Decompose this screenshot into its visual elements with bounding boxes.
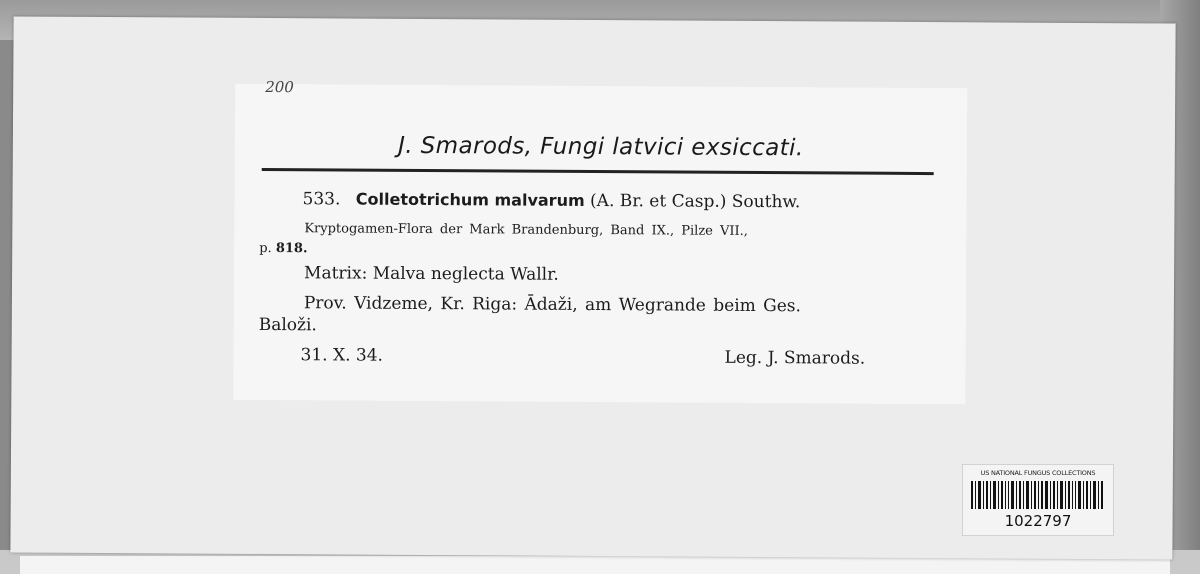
reference-line: Kryptogamen-Flora der Mark Brandenburg, Band IX., Pilze VII., [304, 221, 749, 239]
barcode-icon [971, 481, 1105, 509]
locality-line-1: Prov. Vidzeme, Kr. Riga: Ādaži, am Wegrande beim Ges. [303, 293, 802, 317]
collection-date: 31. X. 34. [300, 345, 384, 366]
barcode-institution: US NATIONAL FUNGUS COLLECTIONS [980, 469, 1096, 477]
page-line [259, 241, 307, 256]
collector: Leg. J. Smarods. [724, 347, 866, 369]
page-prefix: p. [259, 240, 272, 257]
label-title: J. Smarods, Fungi latvici exsiccati. [398, 132, 804, 162]
label-corner-number: 200 [265, 77, 294, 97]
title-rule [262, 168, 934, 175]
species-name: Colletotrichum malvarum [355, 189, 585, 210]
locality-line-2: Baloži. [258, 314, 317, 336]
species-authority: (A. Br. et Casp.) Southw. [590, 190, 801, 213]
matrix-line: Matrix: Malva neglecta Wallr. [304, 263, 559, 285]
barcode-label [962, 464, 1114, 536]
page-number: 818. [275, 241, 308, 257]
entry-number: 533. [302, 189, 341, 210]
entry-line [302, 189, 800, 212]
label-body [258, 189, 940, 369]
barcode-number: 1022797 [1004, 512, 1072, 530]
specimen-label [233, 77, 967, 404]
